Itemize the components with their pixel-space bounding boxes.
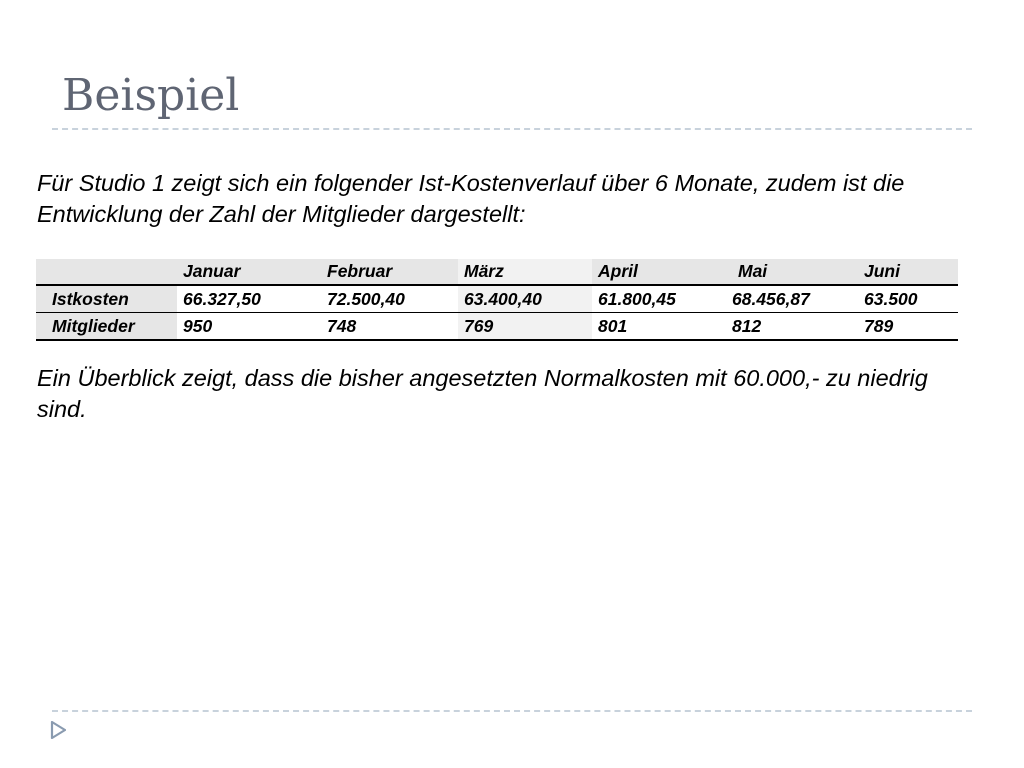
conclusion-paragraph: Ein Überblick zeigt, dass die bisher angesetzten Normalkosten mit 60.000,- zu niedrig sind.: [37, 365, 928, 422]
table-cell: 950: [177, 313, 321, 341]
row-header: Mitglieder: [36, 313, 177, 341]
table-row: [36, 313, 958, 341]
column-header: Februar: [321, 259, 458, 285]
header-corner-cell: [36, 259, 177, 285]
table-cell: 789: [858, 313, 958, 341]
column-header: Januar: [177, 259, 321, 285]
table-cell: 63.400,40: [458, 285, 592, 313]
title-divider: [52, 128, 972, 130]
table-cell: 68.456,87: [726, 285, 858, 313]
row-header: Istkosten: [36, 285, 177, 313]
slide-title: Beispiel: [62, 70, 240, 121]
table-cell: 748: [321, 313, 458, 341]
column-header: Juni: [858, 259, 958, 285]
cost-table: [36, 259, 958, 341]
footer-divider: [52, 710, 972, 712]
table-cell: 63.500: [858, 285, 958, 313]
table-cell: 812: [726, 313, 858, 341]
column-header: März: [458, 259, 592, 285]
table-cell: 72.500,40: [321, 285, 458, 313]
table-header-row: [36, 259, 958, 285]
table-row: [36, 285, 958, 313]
column-header: April: [592, 259, 726, 285]
intro-paragraph: Für Studio 1 zeigt sich ein folgender Ist-Kostenverlauf über 6 Monate, zudem ist die Entwicklung der Zahl der Mitglieder dargestellt:: [37, 170, 905, 227]
table-cell: 801: [592, 313, 726, 341]
column-header: Mai: [726, 259, 858, 285]
table-cell: 769: [458, 313, 592, 341]
triangle-right-icon: [50, 721, 66, 739]
table-cell: 61.800,45: [592, 285, 726, 313]
table-cell: 66.327,50: [177, 285, 321, 313]
